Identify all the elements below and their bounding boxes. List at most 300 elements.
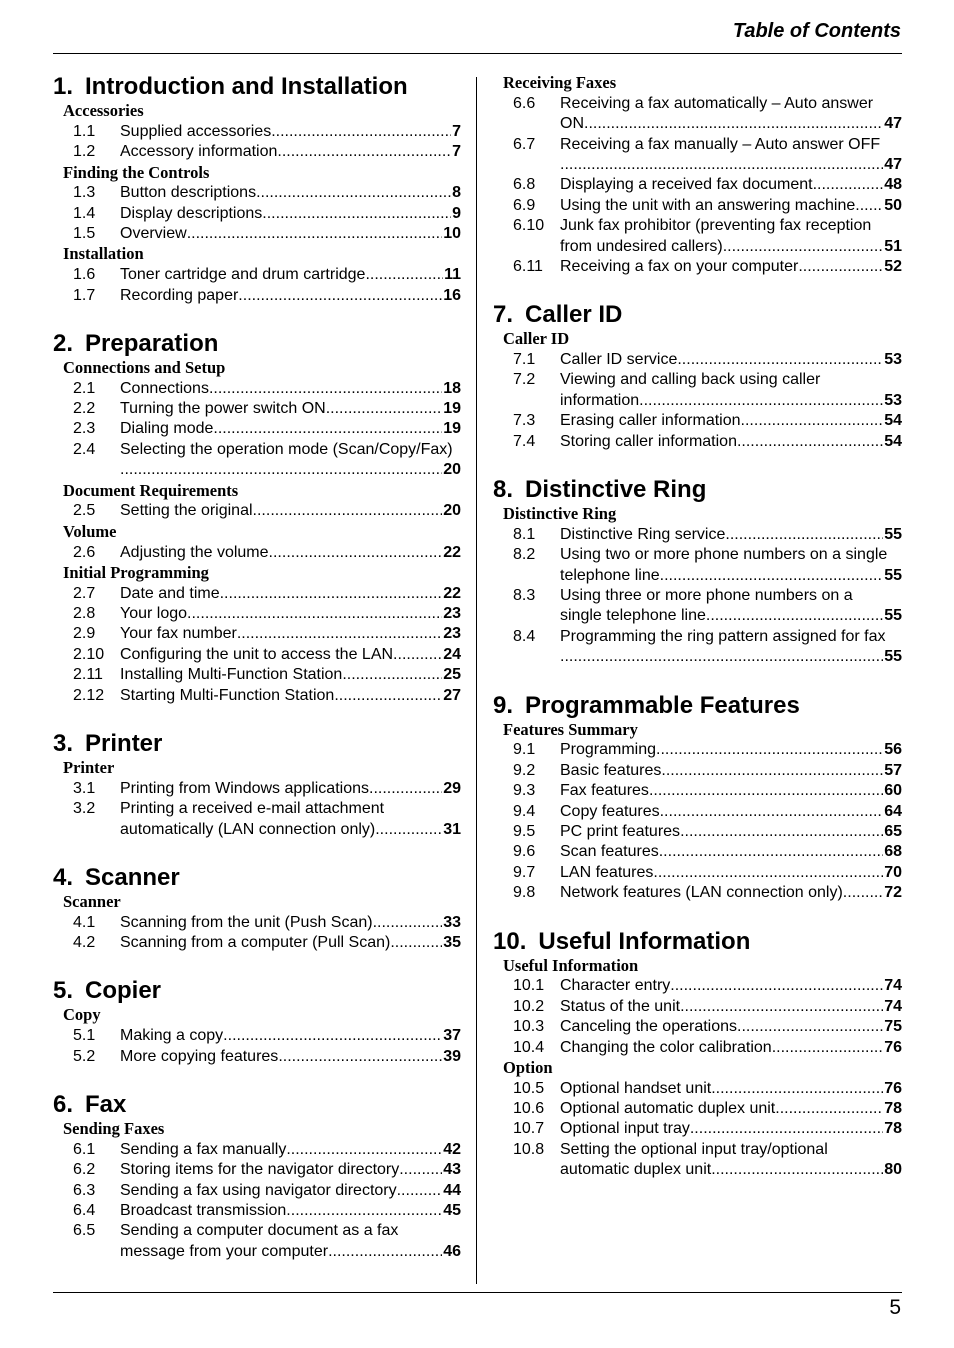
entry-page-number[interactable]: 55 — [884, 607, 902, 625]
toc-entry[interactable] — [493, 627, 902, 668]
entry-page-number[interactable]: 55 — [884, 525, 902, 543]
toc-entry[interactable] — [493, 740, 902, 760]
entry-line — [560, 257, 902, 277]
entry-title: Sending a fax manually — [120, 1140, 287, 1158]
entry-body — [560, 627, 902, 668]
entry-page-number[interactable]: 11 — [444, 266, 461, 284]
chapter-heading[interactable] — [493, 928, 902, 956]
entry-title: Fax features — [560, 782, 649, 800]
entry-line — [120, 224, 461, 244]
entry-page-number[interactable]: 78 — [884, 1100, 902, 1118]
entry-line — [560, 370, 902, 390]
entry-page-number[interactable]: 47 — [884, 115, 902, 133]
toc-entry[interactable] — [53, 1047, 461, 1067]
toc-entry[interactable] — [493, 1038, 902, 1058]
entry-title: Supplied accessories — [120, 122, 272, 140]
entry-page-number[interactable]: 43 — [443, 1161, 461, 1179]
entry-line — [560, 1140, 902, 1160]
entry-number: 1.1 — [73, 122, 96, 140]
toc-entry[interactable] — [493, 545, 902, 586]
entry-title: Printing a received e-mail attachment — [120, 800, 385, 818]
chapter-number: 7. — [493, 301, 514, 329]
entry-body — [120, 501, 461, 521]
entry-line — [560, 94, 902, 114]
toc-entry[interactable] — [53, 142, 461, 162]
dot-leader — [584, 114, 883, 134]
entry-line — [120, 584, 461, 604]
entry-page-number[interactable]: 23 — [443, 605, 461, 623]
toc-entry[interactable] — [53, 440, 461, 481]
chapter-title: Distinctive Ring — [525, 476, 707, 504]
entry-line — [120, 1140, 461, 1160]
entry-page-number[interactable]: 8 — [452, 184, 461, 202]
entry-title: LAN features — [560, 863, 654, 881]
toc-entry[interactable] — [53, 399, 461, 419]
entry-title: Button descriptions — [120, 184, 257, 202]
chapter-heading[interactable] — [53, 977, 461, 1005]
dot-leader — [649, 781, 883, 801]
toc-entry[interactable] — [493, 525, 902, 545]
entry-page-number[interactable]: 44 — [443, 1181, 461, 1199]
entry-page-number[interactable]: 42 — [443, 1140, 461, 1158]
entry-line — [120, 501, 461, 521]
chapter-number: 1. — [53, 73, 74, 100]
toc-entry[interactable] — [53, 543, 461, 563]
toc-entry[interactable] — [493, 802, 902, 822]
chapter-number-spacer — [513, 476, 525, 504]
entry-page-number[interactable]: 50 — [884, 196, 902, 214]
entry-page-number[interactable]: 9 — [452, 204, 461, 222]
entry-body — [120, 183, 461, 203]
entry-line — [560, 391, 902, 411]
toc-entry[interactable] — [53, 1181, 461, 1201]
section-label: Useful Information — [503, 955, 639, 975]
entry-line — [560, 842, 902, 862]
entry-number: 2.12 — [73, 686, 105, 704]
entry-number: 2.5 — [73, 502, 96, 520]
entry-body — [560, 216, 902, 257]
entry-title: Scanning from a computer (Pull Scan) — [120, 934, 391, 952]
entry-title: Configuring the unit to access the LAN — [120, 645, 394, 663]
toc-entry[interactable] — [493, 1140, 902, 1181]
entry-page-number[interactable]: 54 — [884, 412, 902, 430]
toc-entry[interactable] — [53, 1221, 461, 1262]
entry-page-number[interactable]: 76 — [884, 1038, 902, 1056]
toc-entry[interactable] — [493, 976, 902, 996]
dot-leader — [120, 460, 442, 480]
entry-body — [560, 883, 902, 903]
dot-leader — [269, 543, 443, 563]
toc-entry[interactable] — [493, 997, 902, 1017]
dot-leader — [843, 883, 883, 903]
toc-entry[interactable] — [493, 842, 902, 862]
entry-number: 5.2 — [73, 1047, 96, 1065]
toc-entry[interactable] — [53, 204, 461, 224]
toc-chapter — [53, 330, 461, 706]
toc-entry[interactable] — [53, 501, 461, 521]
header-rule — [53, 53, 902, 54]
toc-entry[interactable] — [53, 379, 461, 399]
entry-body — [120, 1181, 461, 1201]
chapter-heading[interactable] — [53, 730, 461, 758]
entry-title: Turning the power switch ON — [120, 400, 326, 418]
toc-chapter — [493, 476, 902, 668]
entry-page-number[interactable]: 20 — [443, 502, 461, 520]
toc-entry[interactable] — [53, 224, 461, 244]
toc-entry[interactable] — [493, 1017, 902, 1037]
entry-page-number[interactable]: 10 — [443, 225, 461, 243]
toc-entry[interactable] — [493, 175, 902, 195]
toc-chapter — [53, 73, 461, 306]
chapter-heading[interactable] — [493, 301, 902, 329]
entry-page-number[interactable]: 56 — [884, 741, 902, 759]
entry-number: 7.1 — [513, 351, 536, 369]
toc-entry[interactable] — [53, 604, 461, 624]
dot-leader — [277, 142, 451, 162]
toc-entry[interactable] — [493, 411, 902, 431]
section-label: Finding the Controls — [63, 162, 210, 182]
entry-title: Optional automatic duplex unit — [560, 1100, 776, 1118]
entry-page-number[interactable]: 27 — [443, 686, 461, 704]
entry-line — [560, 1038, 902, 1058]
entry-body — [560, 411, 902, 431]
toc-entry[interactable] — [53, 624, 461, 644]
entry-title: Making a copy — [120, 1027, 224, 1045]
toc-chapter — [53, 864, 461, 954]
dot-leader — [670, 976, 883, 996]
toc-entry[interactable] — [53, 1201, 461, 1221]
entry-number: 1.2 — [73, 143, 96, 161]
entry-body — [560, 761, 902, 781]
entry-number: 9.2 — [513, 761, 536, 779]
entry-page-number[interactable]: 75 — [884, 1018, 902, 1036]
dot-leader — [373, 913, 443, 933]
entry-line — [120, 1026, 461, 1046]
entry-page-number[interactable]: 54 — [884, 432, 902, 450]
chapter-number: 5. — [53, 977, 74, 1005]
entry-page-number[interactable]: 48 — [884, 176, 902, 194]
entry-number: 6.11 — [513, 257, 543, 275]
entry-number: 3.2 — [73, 800, 96, 818]
entry-body — [120, 1160, 461, 1180]
entry-page-number[interactable]: 19 — [443, 400, 461, 418]
toc-entry[interactable] — [53, 584, 461, 604]
dot-leader — [342, 665, 442, 685]
entry-number: 1.4 — [73, 204, 96, 222]
entry-title: single telephone line — [560, 607, 706, 625]
entry-number: 6.3 — [73, 1181, 96, 1199]
toc-entry[interactable] — [493, 761, 902, 781]
dot-leader — [375, 820, 442, 840]
entry-title: Erasing caller information — [560, 412, 741, 430]
entry-line — [560, 822, 902, 842]
toc-entry[interactable] — [53, 933, 461, 953]
entry-title: ON — [560, 115, 584, 133]
entry-number: 6.10 — [513, 217, 545, 235]
entry-page-number[interactable]: 19 — [443, 420, 461, 438]
entry-body — [120, 1201, 461, 1221]
entry-number: 1.5 — [73, 225, 96, 243]
toc-entry[interactable] — [493, 350, 902, 370]
entry-number: 1.6 — [73, 266, 96, 284]
toc-entry[interactable] — [493, 1119, 902, 1139]
entry-line — [560, 1017, 902, 1037]
entry-page-number[interactable]: 65 — [884, 822, 902, 840]
entry-body — [560, 370, 902, 411]
dot-leader — [737, 432, 883, 452]
entry-page-number[interactable]: 53 — [884, 391, 902, 409]
entry-page-number[interactable]: 33 — [443, 913, 461, 931]
entry-number: 8.3 — [513, 587, 536, 605]
toc-entry[interactable] — [53, 686, 461, 706]
entry-number: 6.6 — [513, 94, 536, 112]
entry-body — [560, 350, 902, 370]
toc-entry[interactable] — [53, 286, 461, 306]
entry-line — [120, 1160, 461, 1180]
toc-entry[interactable] — [493, 781, 902, 801]
entry-number: 7.4 — [513, 432, 536, 450]
entry-body — [120, 419, 461, 439]
entry-title: Changing the color calibration — [560, 1038, 772, 1056]
entry-page-number[interactable]: 22 — [443, 584, 461, 602]
entry-page-number[interactable]: 80 — [884, 1161, 902, 1179]
entry-number: 2.4 — [73, 440, 96, 458]
entry-page-number[interactable]: 29 — [443, 779, 461, 797]
toc-entry[interactable] — [493, 1099, 902, 1119]
entry-body — [560, 802, 902, 822]
toc-entry[interactable] — [53, 265, 461, 285]
entry-number: 1.3 — [73, 184, 96, 202]
entry-title: Sending a fax using navigator directory — [120, 1181, 397, 1199]
dot-leader — [661, 761, 883, 781]
entry-page-number[interactable]: 45 — [443, 1201, 461, 1219]
entry-number: 2.2 — [73, 400, 96, 418]
entry-body — [120, 779, 461, 799]
dot-leader — [798, 257, 883, 277]
entry-body — [560, 863, 902, 883]
entry-title: Using the unit with an answering machine — [560, 196, 856, 214]
chapter-heading[interactable] — [53, 864, 461, 892]
entry-number: 6.1 — [73, 1140, 96, 1158]
dot-leader — [653, 863, 883, 883]
entry-page-number[interactable]: 55 — [884, 566, 902, 584]
entry-body — [120, 1221, 461, 1262]
entry-page-number[interactable]: 60 — [884, 782, 902, 800]
entry-body — [560, 196, 902, 216]
toc-entry[interactable] — [493, 586, 902, 627]
entry-title: Storing caller information — [560, 432, 737, 450]
toc-entry[interactable] — [493, 257, 902, 277]
entry-page-number[interactable]: 20 — [443, 461, 461, 479]
entry-title: Status of the unit — [560, 997, 681, 1015]
entry-page-number[interactable]: 72 — [884, 884, 902, 902]
chapter-heading[interactable] — [493, 692, 902, 720]
entry-page-number[interactable]: 55 — [884, 648, 902, 666]
toc-entry[interactable] — [493, 370, 902, 411]
chapter-heading[interactable] — [53, 73, 461, 101]
chapter-number: 4. — [53, 863, 74, 891]
entry-number: 9.3 — [513, 782, 536, 800]
entry-number: 9.5 — [513, 822, 536, 840]
chapter-number-spacer — [73, 330, 85, 358]
dot-leader — [278, 1047, 442, 1067]
entry-body — [560, 257, 902, 277]
chapter-title: Useful Information — [538, 927, 751, 955]
chapter-heading[interactable] — [53, 1091, 461, 1119]
entry-number: 9.1 — [513, 741, 536, 759]
toc-entry[interactable] — [53, 183, 461, 203]
dot-leader — [213, 419, 442, 439]
entry-title: Broadcast transmission — [120, 1201, 287, 1219]
entry-number: 10.8 — [513, 1140, 545, 1158]
entry-page-number[interactable]: 64 — [884, 802, 902, 820]
entry-body — [560, 997, 902, 1017]
toc-entry[interactable] — [53, 419, 461, 439]
entry-line — [560, 586, 902, 606]
chapter-heading[interactable] — [53, 330, 461, 358]
toc-entry[interactable] — [493, 135, 902, 176]
dot-leader — [775, 1099, 883, 1119]
dot-leader — [286, 1140, 442, 1160]
entry-title: Printing from Windows applications — [120, 779, 369, 797]
toc-entry[interactable] — [53, 799, 461, 840]
entry-page-number[interactable]: 39 — [443, 1047, 461, 1065]
toc-entry[interactable] — [53, 913, 461, 933]
entry-body — [560, 525, 902, 545]
entry-number: 10.2 — [513, 997, 545, 1015]
dot-leader — [393, 645, 442, 665]
entry-page-number[interactable]: 37 — [443, 1027, 461, 1045]
dot-leader — [706, 606, 883, 626]
entry-line — [120, 419, 461, 439]
entry-page-number[interactable]: 78 — [884, 1120, 902, 1138]
entry-number: 2.8 — [73, 605, 96, 623]
entry-body — [120, 1047, 461, 1067]
entry-page-number[interactable]: 53 — [884, 351, 902, 369]
toc-right-column — [493, 73, 902, 1205]
toc-entry[interactable] — [493, 432, 902, 452]
entry-page-number[interactable]: 24 — [443, 645, 461, 663]
entry-body — [120, 286, 461, 306]
entry-number: 6.5 — [73, 1222, 96, 1240]
toc-entry[interactable] — [493, 883, 902, 903]
toc-entry[interactable] — [53, 1026, 461, 1046]
toc-entry[interactable] — [53, 779, 461, 799]
entry-body — [560, 432, 902, 452]
entry-title: Your fax number — [120, 625, 237, 643]
entry-line — [120, 379, 461, 399]
entry-line — [120, 142, 461, 162]
chapter-title: Fax — [85, 1091, 127, 1118]
entry-page-number[interactable]: 74 — [884, 997, 902, 1015]
toc-entry[interactable] — [493, 196, 902, 216]
entry-body — [120, 142, 461, 162]
chapter-number: 9. — [493, 691, 514, 719]
entry-body — [120, 224, 461, 244]
entry-page-number[interactable]: 35 — [443, 934, 461, 952]
entry-page-number[interactable]: 18 — [443, 379, 461, 397]
toc-entry[interactable] — [493, 216, 902, 257]
entry-line — [120, 1242, 461, 1262]
toc-entry[interactable] — [493, 1079, 902, 1099]
entry-body — [120, 584, 461, 604]
entry-line — [120, 645, 461, 665]
entry-line — [560, 1099, 902, 1119]
entry-page-number[interactable]: 25 — [443, 666, 461, 684]
entry-title: Sending a computer document as a fax — [120, 1222, 399, 1240]
entry-title: Basic features — [560, 761, 662, 779]
section-label: Sending Faxes — [63, 1119, 165, 1138]
entry-page-number[interactable]: 16 — [443, 286, 461, 304]
entry-page-number[interactable]: 47 — [884, 155, 902, 173]
entry-page-number[interactable]: 52 — [884, 257, 902, 275]
entry-title: Using three or more phone numbers on a — [560, 587, 853, 605]
entry-page-number[interactable]: 57 — [884, 761, 902, 779]
entry-page-number[interactable]: 31 — [443, 820, 461, 838]
entry-line — [560, 1160, 902, 1180]
entry-page-number[interactable]: 51 — [884, 237, 902, 255]
entry-page-number[interactable]: 7 — [452, 122, 461, 140]
entry-line — [120, 913, 461, 933]
chapter-number-spacer — [73, 730, 85, 758]
section-label: Distinctive Ring — [503, 504, 617, 524]
entry-body — [560, 135, 902, 176]
entry-title: automatic duplex unit — [560, 1161, 712, 1179]
dot-leader — [256, 183, 451, 203]
entry-number: 10.3 — [513, 1018, 545, 1036]
entry-line — [120, 1221, 461, 1241]
entry-page-number[interactable]: 22 — [443, 543, 461, 561]
section-label: Connections and Setup — [63, 357, 226, 377]
entry-title: Canceling the operations — [560, 1018, 738, 1036]
dot-leader — [677, 350, 883, 370]
entry-body — [560, 1140, 902, 1181]
toc-entry[interactable] — [493, 822, 902, 842]
toc-entry[interactable] — [493, 94, 902, 135]
toc-entry[interactable] — [53, 665, 461, 685]
toc-entry[interactable] — [53, 645, 461, 665]
entry-page-number[interactable]: 70 — [884, 863, 902, 881]
entry-page-number[interactable]: 23 — [443, 625, 461, 643]
entry-body — [560, 1079, 902, 1099]
dot-leader — [560, 155, 883, 175]
entry-body — [120, 645, 461, 665]
toc-entry[interactable] — [53, 1140, 461, 1160]
entry-title: telephone line — [560, 566, 660, 584]
section-label: Initial Programming — [63, 562, 209, 582]
toc-entry[interactable] — [493, 863, 902, 883]
entry-number: 7.2 — [513, 371, 536, 389]
entry-body — [120, 399, 461, 419]
entry-number: 2.3 — [73, 420, 96, 438]
chapter-heading[interactable] — [493, 476, 902, 504]
entry-line — [120, 1181, 461, 1201]
entry-page-number[interactable]: 46 — [443, 1242, 461, 1260]
entry-number: 3.1 — [73, 779, 96, 797]
toc-entry[interactable] — [53, 1160, 461, 1180]
entry-number: 10.5 — [513, 1079, 545, 1097]
entry-title: automatically (LAN connection only) — [120, 820, 376, 838]
entry-page-number[interactable]: 68 — [884, 843, 902, 861]
section-label: Copy — [63, 1005, 101, 1025]
entry-page-number[interactable]: 76 — [884, 1079, 902, 1097]
toc-entry[interactable] — [53, 122, 461, 142]
entry-line — [560, 350, 902, 370]
dot-leader — [238, 286, 442, 306]
entry-page-number[interactable]: 74 — [884, 977, 902, 995]
entry-page-number[interactable]: 7 — [452, 143, 461, 161]
entry-line — [120, 933, 461, 953]
